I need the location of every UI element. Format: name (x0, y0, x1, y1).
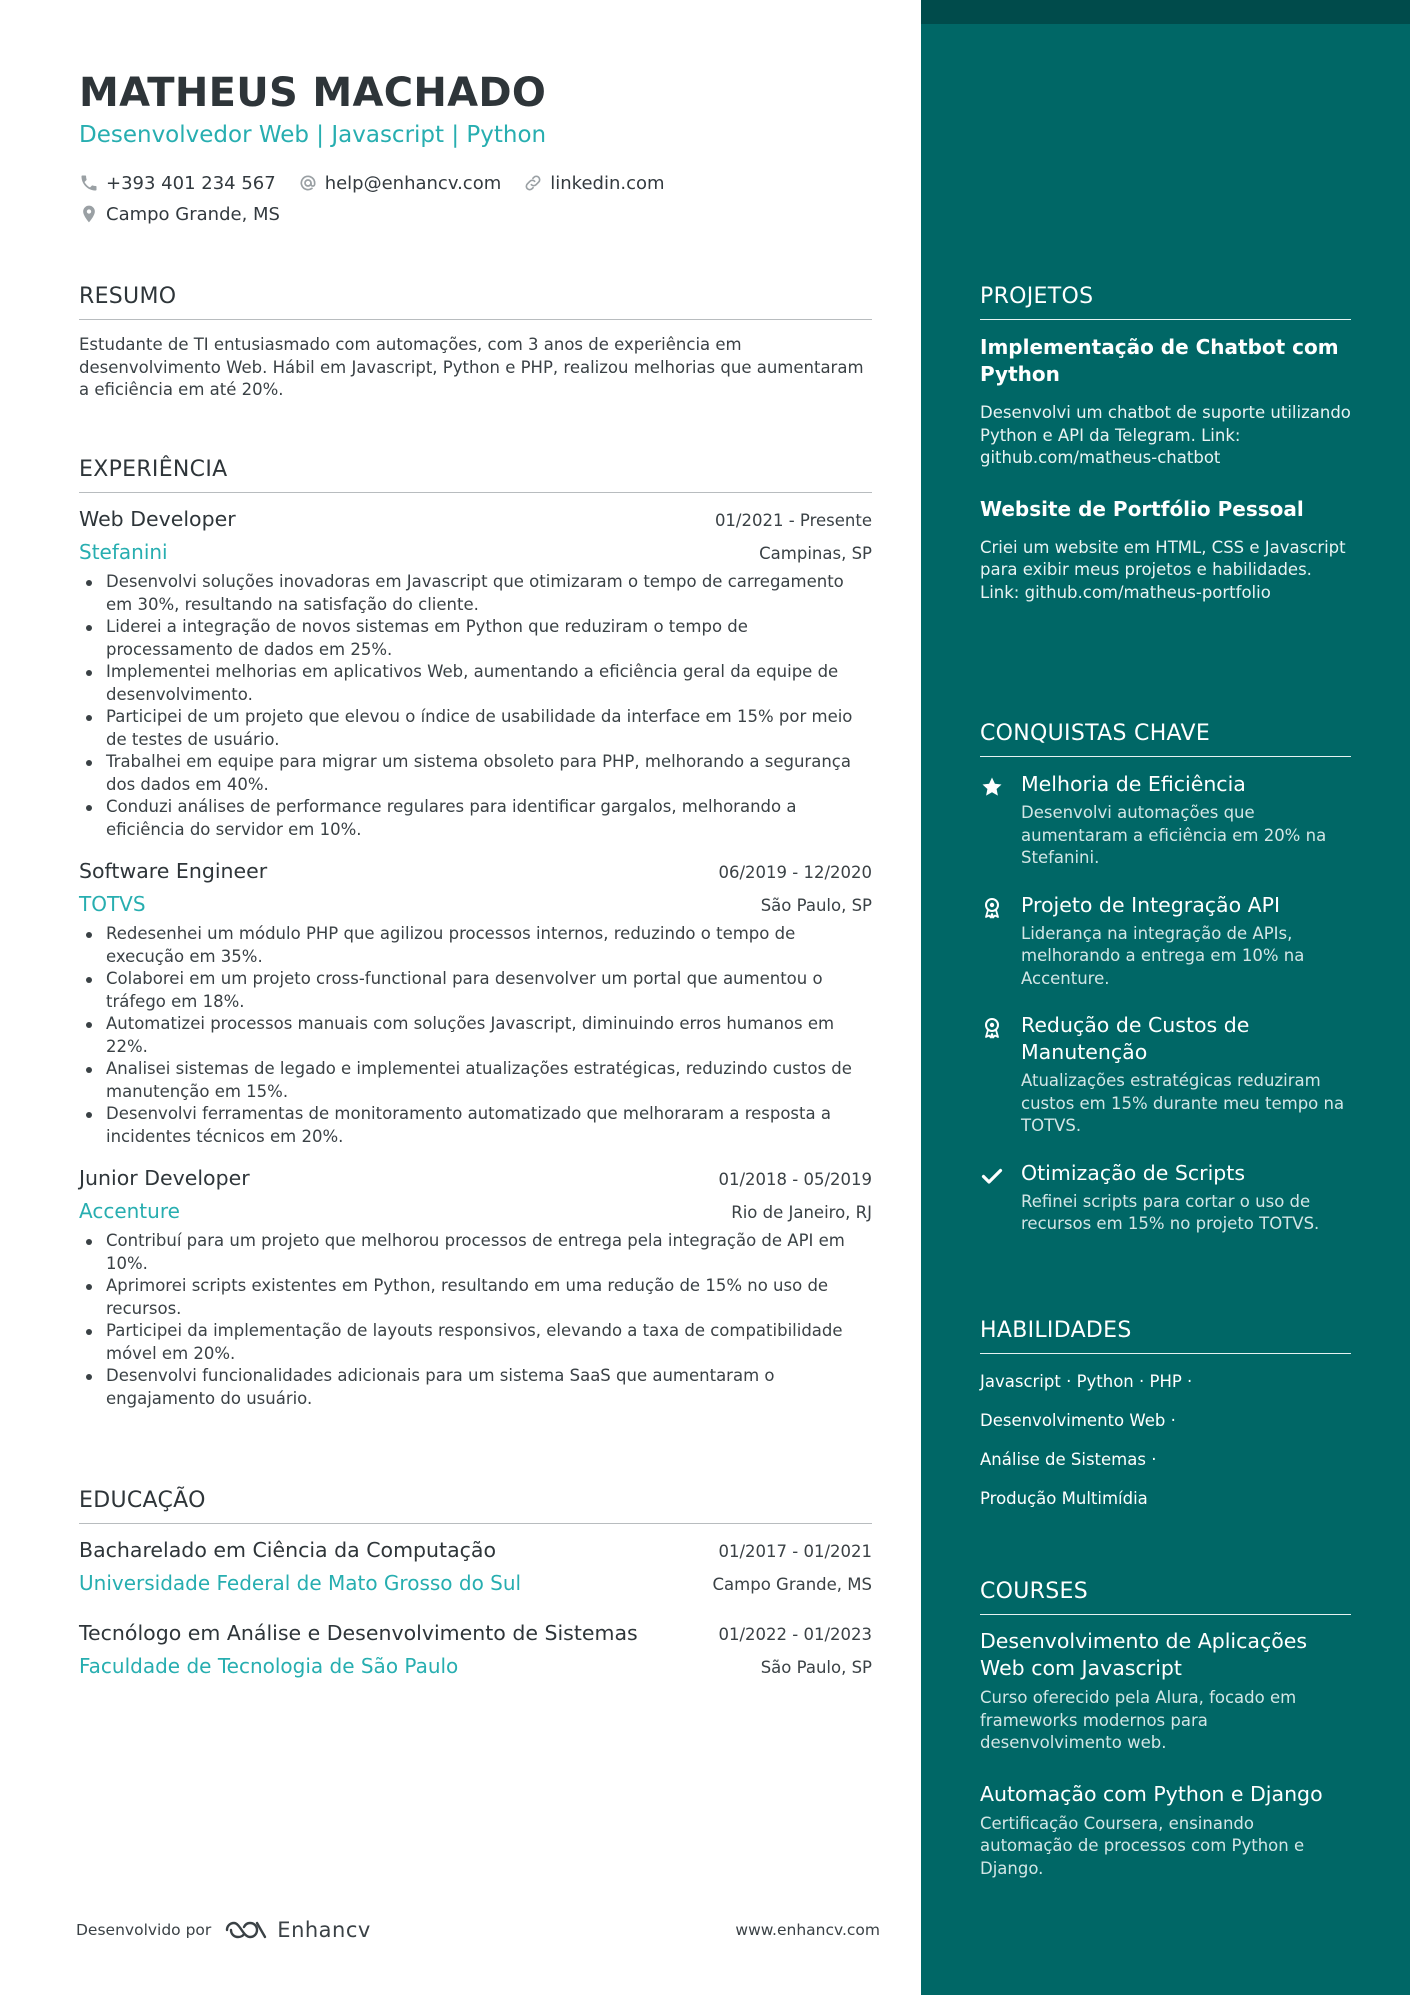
phone-icon (79, 173, 99, 193)
achievement-title: Otimização de Scripts (1021, 1160, 1246, 1185)
footer (76, 1913, 880, 1947)
bullet-item: Liderei a integração de novos sistemas em Python que reduziram o tempo de processamento de dados em 25%. (79, 616, 872, 661)
course-description: Certificação Coursera, ensinando automação de processos com Python e Django. (980, 1813, 1305, 1878)
sidebar-top-band (921, 0, 1410, 24)
achievement-description: Refinei scripts para cortar o uso de recursos em 15% no projeto TOTVS. (1021, 1191, 1320, 1233)
email-text: help@enhancv.com (324, 172, 502, 194)
brand-name: Enhancv (277, 1918, 371, 1942)
bullet-item: Participei da implementação de layouts responsivos, elevando a taxa de compatibilidade móvel em 20%. (79, 1320, 872, 1365)
award-icon (980, 896, 1004, 920)
bullet-item: Desenvolvi funcionalidades adicionais para um sistema SaaS que aumentaram o engajamento do usuário. (79, 1365, 872, 1410)
powered-by-text: Desenvolvido por (76, 1921, 212, 1939)
job-entry (79, 859, 872, 1148)
course-title: Desenvolvimento de Aplicações Web com Javascript (980, 1629, 1308, 1680)
project-item (980, 496, 1351, 605)
job-role: Software Engineer (79, 859, 268, 883)
job-location: São Paulo, SP (760, 896, 872, 915)
job-company: TOTVS (79, 892, 146, 916)
courses-heading: COURSES (980, 1579, 1351, 1615)
bullet-item: Implementei melhorias em aplicativos Web, aumentando a eficiência geral da equipe de desenvolvimento. (79, 661, 872, 706)
course-title: Automação com Python e Django (980, 1781, 1323, 1806)
bullet-item: Desenvolvi soluções inovadoras em Javascript que otimizaram o tempo de carregamento em 30%, resultando na satisfação do cliente. (79, 571, 872, 616)
summary-heading: RESUMO (79, 284, 872, 320)
school-location: São Paulo, SP (760, 1658, 872, 1677)
location-pin-icon (79, 204, 99, 224)
achievement-description: Atualizações estratégicas reduziram custos em 15% durante meu tempo na TOTVS. (1021, 1071, 1345, 1135)
job-entry (79, 1166, 872, 1410)
job-location: Campinas, SP (759, 544, 872, 563)
skill-line: Produção Multimídia (980, 1489, 1148, 1508)
experience-heading: EXPERIÊNCIA (79, 457, 872, 493)
project-description: Desenvolvi um chatbot de suporte utilizando Python e API da Telegram. Link: github.com/matheus-chatbot (980, 403, 1351, 467)
course-description: Curso oferecido pela Alura, focado em frameworks modernos para desenvolvimento web. (980, 1688, 1297, 1752)
education-entry (79, 1538, 872, 1595)
bullet-item: Colaborei em um projeto cross-functional para desenvolver um portal que aumentou o tráfego em 18%. (79, 968, 872, 1013)
project-title: Website de Portfólio Pessoal (980, 496, 1304, 521)
skills-heading: HABILIDADES (980, 1318, 1351, 1354)
achievement-item (980, 1012, 1351, 1138)
education-dates: 01/2017 - 01/2021 (718, 1542, 872, 1561)
summary-section (79, 284, 872, 402)
skill-line: Análise de Sistemas · (980, 1450, 1157, 1469)
email-contact[interactable] (298, 173, 502, 194)
achievement-item (980, 1160, 1351, 1236)
sidebar (921, 0, 1410, 1995)
link-icon (523, 173, 543, 193)
education-section (79, 1488, 872, 1678)
project-description: Criei um website em HTML, CSS e Javascript para exibir meus projetos e habilidades. Link: github.com/matheus-portfolio (980, 537, 1346, 602)
job-role: Junior Developer (79, 1166, 250, 1190)
course-item (980, 1628, 1351, 1755)
project-item (980, 334, 1351, 470)
bullet-item: Conduzi análises de performance regulares para identificar gargalos, melhorando a eficiência do servidor em 10%. (79, 796, 872, 841)
bullet-item: Trabalhei em equipe para migrar um sistema obsoleto para PHP, melhorando a segurança dos dados em 40%. (79, 751, 872, 796)
contact-info (79, 170, 687, 232)
courses-section (980, 1579, 1351, 1880)
bullet-item: Participei de um projeto que elevou o índice de usabilidade da interface em 15% por meio de testes de usuário. (79, 706, 872, 751)
check-icon (980, 1164, 1004, 1188)
projects-heading: PROJETOS (980, 284, 1351, 320)
brand-credit[interactable] (76, 1918, 371, 1942)
skills-section (980, 1318, 1351, 1510)
star-icon (980, 775, 1004, 799)
achievement-title: Projeto de Integração API (1021, 892, 1281, 917)
school-location: Campo Grande, MS (712, 1575, 872, 1594)
job-bullets (79, 1230, 872, 1410)
degree-title: Bacharelado em Ciência da Computação (79, 1538, 497, 1562)
achievements-heading: CONQUISTAS CHAVE (980, 721, 1351, 757)
skill-line: Desenvolvimento Web · (980, 1411, 1176, 1430)
location-text: Campo Grande, MS (106, 203, 280, 225)
achievement-description: Desenvolvi automações que aumentaram a eficiência em 20% na Stefanini. (1021, 803, 1327, 867)
degree-title: Tecnólogo em Análise e Desenvolvimento de Sistemas (79, 1621, 638, 1645)
achievement-item (980, 892, 1351, 991)
candidate-title: Desenvolvedor Web | Javascript | Python (79, 122, 547, 148)
job-bullets (79, 571, 872, 841)
job-company: Stefanini (79, 540, 168, 564)
bullet-item: Contribuí para um projeto que melhorou processos de entrega pela integração de API em 10%. (79, 1230, 872, 1275)
job-entry (79, 507, 872, 841)
projects-section (980, 284, 1351, 604)
education-dates: 01/2022 - 01/2023 (718, 1625, 872, 1644)
job-company: Accenture (79, 1199, 180, 1223)
summary-text: Estudante de TI entusiasmado com automações, com 3 anos de experiência em desenvolvimento Web. Hábil em Javascript, Python e PHP, realizou melhorias que aumentaram a eficiência em até 20%. (79, 335, 864, 399)
bullet-item: Automatizei processos manuais com soluções Javascript, diminuindo erros humanos em 22%. (79, 1013, 872, 1058)
bullet-item: Analisei sistemas de legado e implementei atualizações estratégicas, reduzindo custos de manutenção em 15%. (79, 1058, 872, 1103)
at-icon (298, 173, 318, 193)
bullet-item: Aprimorei scripts existentes em Python, resultando em uma redução de 15% no uso de recursos. (79, 1275, 872, 1320)
school-name: Universidade Federal de Mato Grosso do Sul (79, 1571, 522, 1595)
project-title: Implementação de Chatbot com Python (980, 335, 1339, 386)
job-dates: 01/2021 - Presente (714, 511, 872, 530)
job-dates: 01/2018 - 05/2019 (718, 1170, 872, 1189)
award-icon (980, 1016, 1004, 1040)
education-heading: EDUCAÇÃO (79, 1488, 872, 1524)
course-item (980, 1781, 1351, 1881)
candidate-name: MATHEUS MACHADO (79, 70, 547, 116)
experience-section (79, 457, 872, 1410)
website-link[interactable]: www.enhancv.com (735, 1921, 880, 1939)
phone-contact[interactable] (79, 173, 276, 194)
location-contact (79, 204, 280, 225)
school-name: Faculdade de Tecnologia de São Paulo (79, 1654, 459, 1678)
linkedin-contact[interactable] (523, 173, 664, 194)
job-role: Web Developer (79, 507, 236, 531)
achievement-title: Melhoria de Eficiência (1021, 772, 1246, 796)
achievement-item (980, 771, 1351, 870)
linkedin-text: linkedin.com (550, 172, 665, 194)
enhancv-logo-icon (223, 1918, 269, 1942)
bullet-item: Redesenhei um módulo PHP que agilizou processos internos, reduzindo o tempo de execução em 35%. (79, 923, 872, 968)
bullet-item: Desenvolvi ferramentas de monitoramento automatizado que melhoraram a resposta a incidentes técnicos em 20%. (79, 1103, 872, 1148)
education-entry (79, 1621, 872, 1678)
achievements-section (980, 721, 1351, 1236)
achievement-description: Liderança na integração de APIs, melhorando a entrega em 10% na Accenture. (1021, 923, 1305, 988)
phone-text: +393 401 234 567 (106, 172, 276, 194)
job-dates: 06/2019 - 12/2020 (718, 863, 872, 882)
achievement-title: Redução de Custos de Manutenção (1021, 1013, 1250, 1064)
job-location: Rio de Janeiro, RJ (731, 1203, 872, 1222)
skill-line: Javascript · Python · PHP · (980, 1372, 1193, 1391)
job-bullets (79, 923, 872, 1148)
